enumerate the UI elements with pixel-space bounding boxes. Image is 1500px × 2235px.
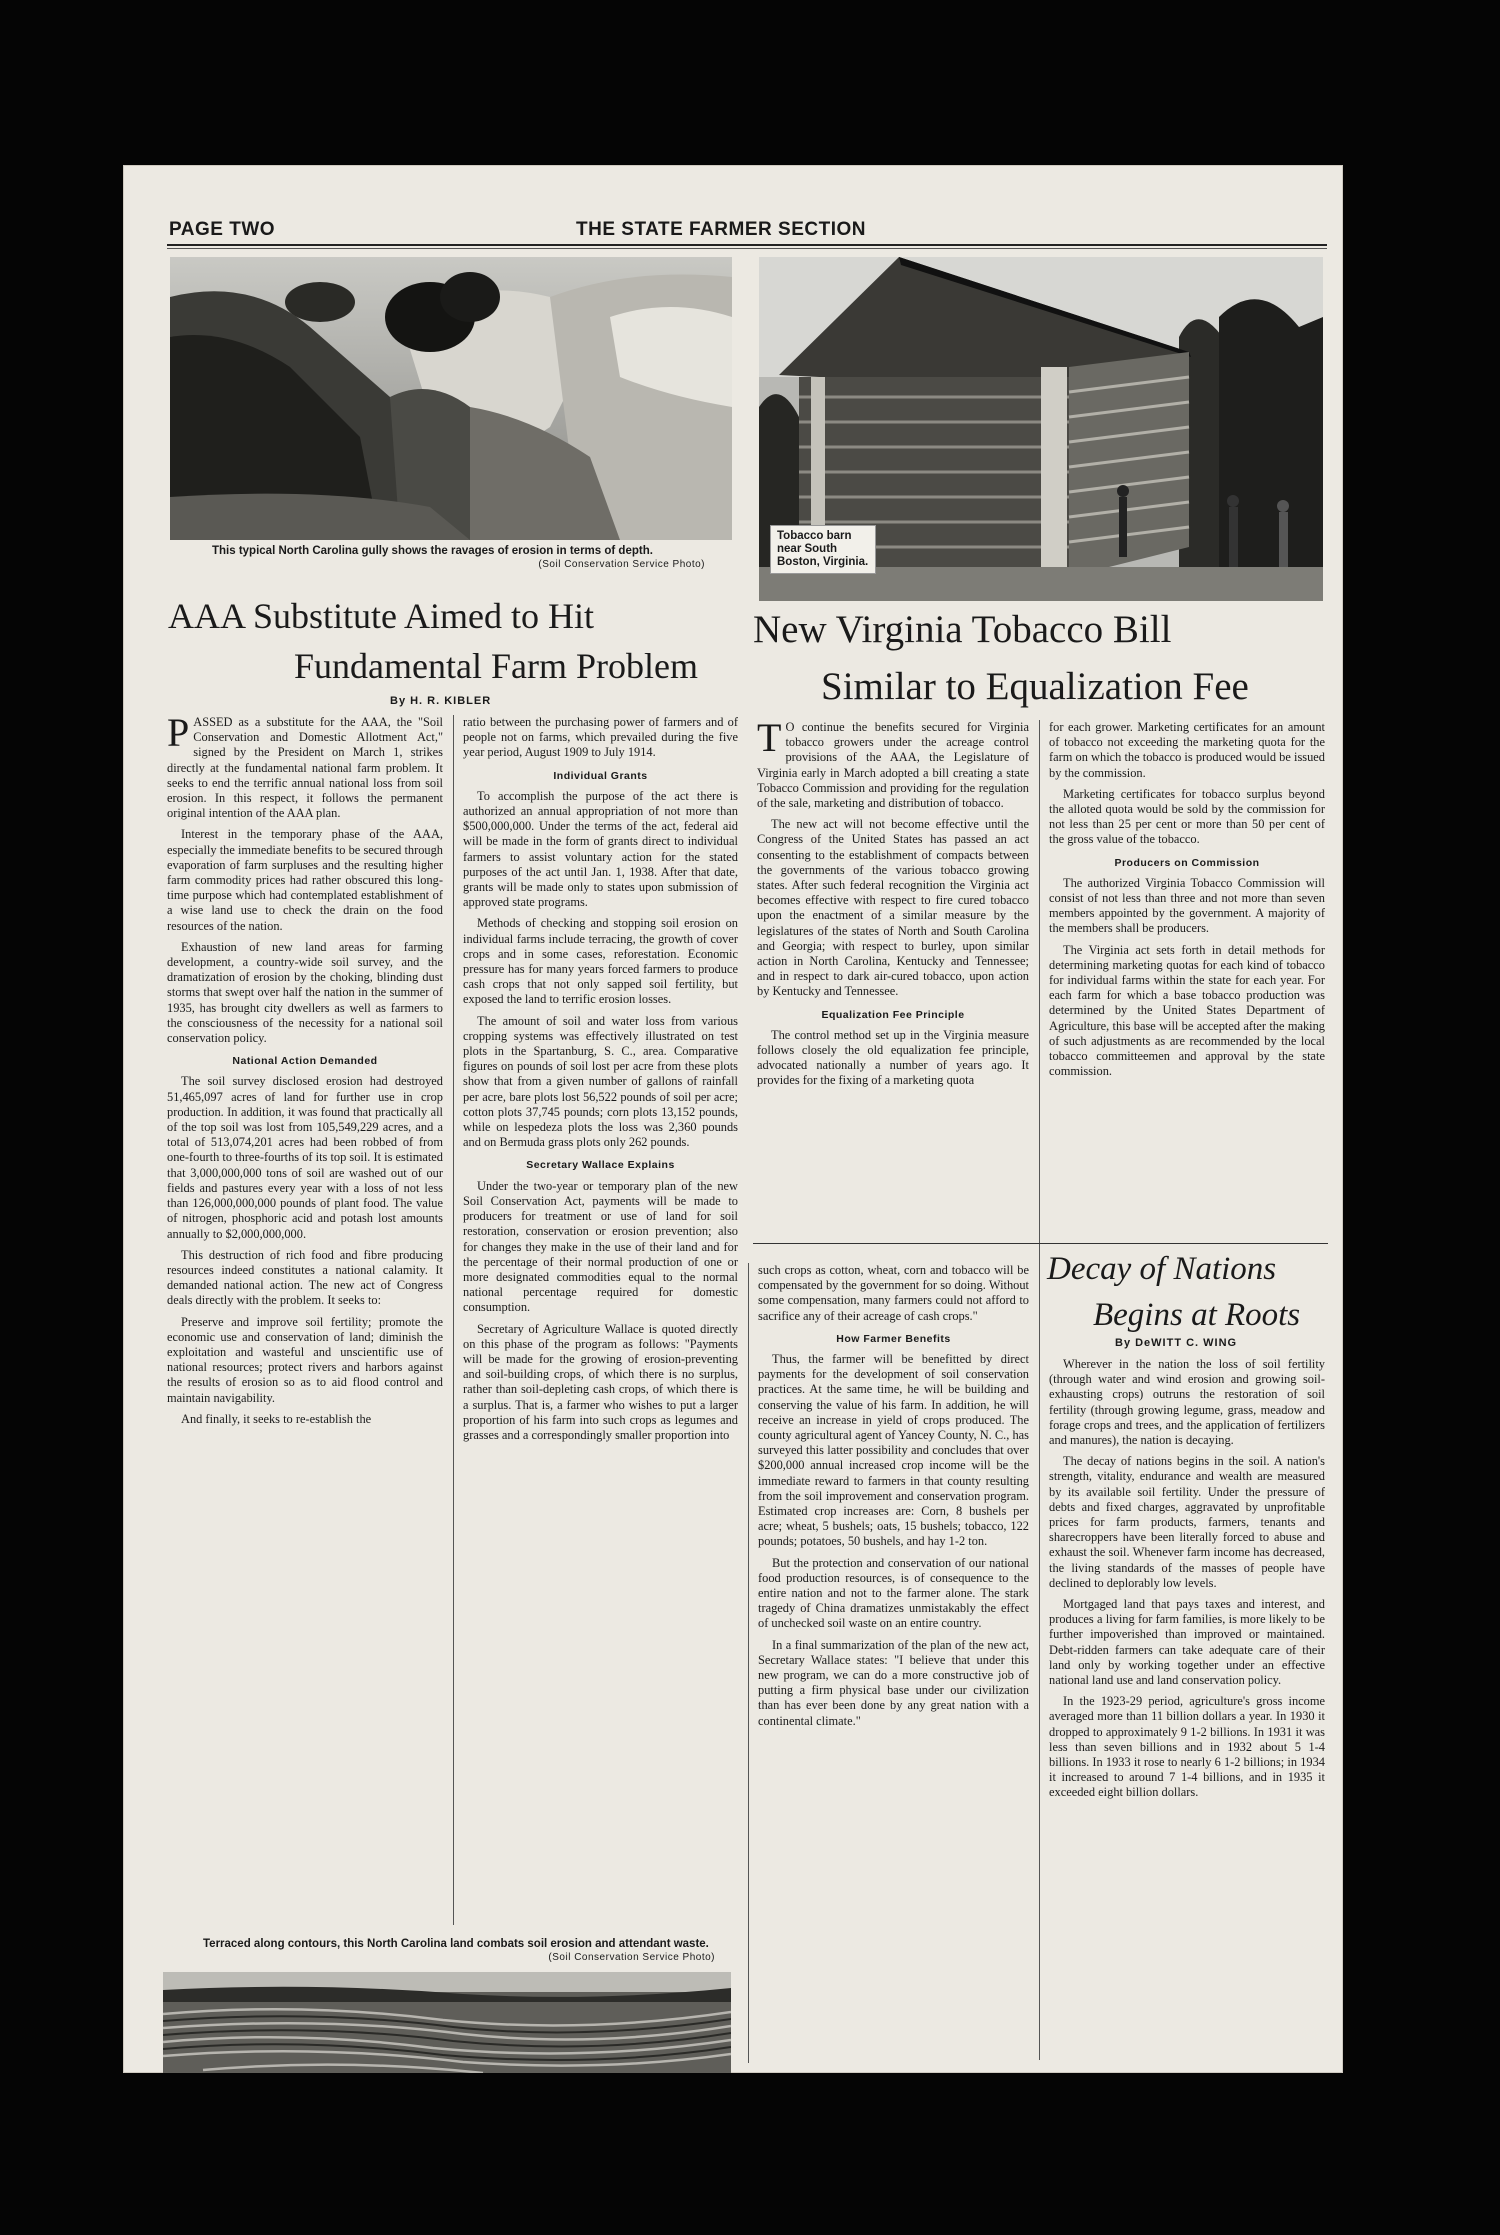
article2-paragraph: Marketing certificates for tobacco surplus beyond the alloted quota would be sold by the commission for not less than 25 per cent or more than 50 per cent of the gross value of the tobacco.	[1049, 786, 1325, 847]
article1-paragraph: Preserve and improve soil fertility; promote the economic use and conservation of land; diminish the exploitation and wasteful and unscientific use of national resources; protect rivers and harbors against the results of erosion so as to aid flood control and maintain navigability.	[167, 1314, 443, 1405]
article1-subhead: Secretary Wallace Explains	[526, 1159, 675, 1172]
terrace-photo	[163, 1972, 731, 2073]
terrace-caption-text: Terraced along contours, this North Carolina land combats soil erosion and attendant waste.	[203, 1938, 709, 1950]
article1-paragraph: Methods of checking and stopping soil erosion on individual farms include terracing, the growth of cover crops and in some cases, reforestation. Economic pressure has for many years forced farmers to produce cash crops that not only sapped soil fertility, but exposed the land to terrific erosion losses.	[463, 916, 738, 1007]
article2-paragraph: The control method set up in the Virginia measure follows closely the old equalization fee principle, advocated nationally a number of years ago. It provides for the fixing of a marketing quota	[757, 1027, 1029, 1088]
article3-headline-line2: Begins at Roots	[1093, 1297, 1301, 1333]
gully-caption	[170, 545, 735, 570]
barn-photo	[759, 257, 1323, 601]
article1-subhead: How Farmer Benefits	[836, 1332, 951, 1345]
barn-caption: Tobacco barn near South Boston, Virginia.	[770, 525, 876, 574]
article1-paragraph: Secretary of Agriculture Wallace is quoted directly on this phase of the program as follows: "Payments will be made for the growing of erosion-preventing and soil-building crops, of which there is no surplus, rather than soil-depleting cash crops, of which there is a surplus. That is, a farmer who wishes to put a larger proportion of his farm into such crops as legumes and grasses and a correspondingly smaller proportion into	[463, 1321, 738, 1442]
column-rule	[748, 1263, 749, 2063]
terrace-caption	[175, 1938, 735, 1963]
article1-paragraph: ASSED as a substitute for the AAA, the "Soil Conservation and Domestic Allotment Act," signed by the President on March 1, strikes directly at the fundamental national farm problem. It seeks to end the terrific annual national loss from soil erosion. In this respect, it follows the permanent original intention of the AAA plan.	[167, 715, 443, 821]
article1-paragraph: Exhaustion of new land areas for farming development, a country-wide soil survey, and the dramatization of erosion by the choking, blinding dust storms that swept over half the nation in the summer of 1935, has brought city dwellers as well as farmers to the consciousness of the necessity for a national soil conservation policy.	[167, 939, 443, 1046]
article2-paragraph: O continue the benefits secured for Virginia tobacco growers under the acreage control provisions of the AAA, the Legislature of Virginia early in March adopted a bill creating a state Tobacco Commission and providing for the regulation of the sale, marketing and distribution of tobacco.	[757, 720, 1029, 811]
article2-drop-cap: T	[757, 720, 782, 760]
article1-paragraph: And finally, it seeks to re-establish the	[181, 1411, 372, 1426]
article1-paragraph: This destruction of rich food and fibre producing resources indeed constitutes a national calamity. It demanded national action. The new act of Congress deals directly with the problem. It seeks to:	[167, 1247, 443, 1308]
terrace-credit: (Soil Conservation Service Photo)	[548, 1952, 715, 1963]
newspaper-page	[123, 165, 1343, 2073]
article1-paragraph: Interest in the temporary phase of the AAA, especially the immediate benefits to be secured through evaporation of farm surpluses and the resulting higher farm commodity prices had rather obscured this long-time purpose which had contemplated establishment of a wise land use to check the drain on the food resources of the nation.	[167, 827, 443, 933]
article2-column1	[757, 720, 1029, 1250]
gully-credit: (Soil Conservation Service Photo)	[538, 559, 705, 570]
article3-headline-line1: Decay of Nations	[1047, 1251, 1277, 1287]
article1-paragraph: Under the two-year or temporary plan of the new Soil Conservation Act, payments will be made to producers for treatment or use of land for soil restoration, conservation or erosion prevention; also for changes they make in the use of their land and for the percentage of their normal production of one or more designated commodities equal to the normal national percentage required for domestic consumption.	[463, 1178, 738, 1315]
article2-headline-line2: Similar to Equalization Fee	[821, 665, 1249, 708]
article3-paragraph: In the 1923-29 period, agriculture's gross income averaged more than 11 billion dollars a year. In 1930 it dropped to approximately 9 1-2 billions. In 1931 it was less than seven billions and in 1932 about 5 1-4 billions. In 1933 it rose to nearly 6 1-2 billions; in 1934 it increased to around 7 1-4 billions, and in 1935 it exceeded eight billion dollars.	[1049, 1694, 1325, 1800]
section-divider	[753, 1243, 1328, 1244]
article1-paragraph: The soil survey disclosed erosion had destroyed 51,465,097 acres of land for further use in crop production. In addition, it was found that practically all of the top soil was lost from 105,549,229 acres, and a total of 513,074,201 acres had been robbed of from one-fourth to three-fourths of its top soil. It is estimated that 3,000,000,000 tons of soil are washed out of our fields and pastures every year with a loss of not less than 126,000,000,000 pounds of plant food. The value of nitrogen, phosphoric acid and potash lost amounts annually to $2,000,000,000.	[167, 1074, 443, 1241]
article1-column1	[167, 715, 443, 1927]
article1-paragraph: In a final summarization of the plan of the new act, Secretary Wallace states: "I believe that under this new program, we can do a more constructive job of putting a firm physical base under our civilization than has ever been done by any great nation with a continental climate."	[758, 1637, 1029, 1728]
article2-subhead: Equalization Fee Principle	[821, 1008, 965, 1021]
article2-paragraph: The new act will not become effective until the Congress of the United States has passed an act consenting to the establishment of compacts between the governments of the various tobacco growing states. After such federal recognition the Virginia act becomes effective with respect to fire cured tobacco upon the enactment of a similar measure by the legislatures of the states of North and South Carolina and Georgia; with respect to burley, upon similar action in North Carolina, Kentucky and Tennessee; and in respect to dark air-cured tobacco, upon action by Kentucky and Tennessee.	[757, 817, 1029, 999]
article1-subhead: Individual Grants	[553, 769, 648, 782]
article3-paragraph: Wherever in the nation the loss of soil fertility (through water and wind erosion and growing soil-exhausting crops) outruns the restoration of soil fertility (through growing legume, grass, meadow and forage crops and trees, and the application of fertilizers and manures), the nation is decaying.	[1049, 1357, 1325, 1448]
article2-subhead: Producers on Commission	[1114, 856, 1260, 869]
article1-byline: By H. R. KIBLER	[390, 695, 492, 707]
article1-column2	[463, 715, 738, 1927]
section-title: THE STATE FARMER SECTION	[576, 219, 866, 240]
article2-paragraph: The authorized Virginia Tobacco Commission will consist of not less than three and not more than seven members appointed by the government. A majority of the members shall be producers.	[1049, 875, 1325, 936]
article1-headline-line1: AAA Substitute Aimed to Hit	[168, 596, 595, 636]
article1-paragraph: such crops as cotton, wheat, corn and tobacco will be compensated by the government for so doing. Without some compensation, many farmers could not afford to sacrifice any of their acreage of cash crops."	[758, 1263, 1029, 1323]
article3-column	[1049, 1357, 1325, 2067]
article1-subhead: National Action Demanded	[232, 1055, 378, 1068]
header-rule	[167, 244, 1327, 246]
article1-paragraph: The amount of soil and water loss from various cropping systems was effectively illustrated on test plots in the Spartanburg, S. C., area. Comparative figures on pounds of soil lost per acre from these plots show that from a given number of gallons of rainfall per acre, bare plots lost 56,522 pounds of soil per acre; cotton plots 37,745 pounds; corn plots 13,152 pounds, while on lespedeza plots the loss was 2,360 pounds and on Bermuda grass plots only 262 pounds.	[463, 1013, 738, 1150]
article3-paragraph: The decay of nations begins in the soil. A nation's strength, vitality, endurance and wealth are measured by its available soil fertility. Under the pressure of debts and fixed charges, aggravated by unprofitable prices for farm products, farmers, tenants and sharecroppers have been literally forced to abuse and exhaust the soil. Whenever farm income has decreased, the living standards of the masses of people have declined to deplorably low levels.	[1049, 1454, 1325, 1590]
article1-paragraph: To accomplish the purpose of the act there is authorized an annual appropriation of not more than $500,000,000. Under the terms of the act, federal aid will be made in the form of grants direct to individual farmers to assist voluntary action for the stated purposes of the act until Jan. 1, 1938. After that date, grants will be made only to states upon submission of approved state programs.	[463, 788, 738, 910]
article1-paragraph: ratio between the purchasing power of farmers and of people not on farms, which prevailed during the five year period, August 1909 to July 1914.	[463, 715, 738, 760]
article1-drop-cap: P	[167, 715, 190, 755]
article2-paragraph: for each grower. Marketing certificates for an amount of tobacco not exceeding the marketing quota for the farm on which the tobacco is produced would be issued by the commission.	[1049, 720, 1325, 780]
column-rule	[1039, 720, 1040, 2060]
header-rule-thin	[167, 248, 1327, 249]
article2-paragraph: The Virginia act sets forth in detail methods for determining marketing quotas for each kind of tobacco for individual farms within the state for each year. For each farm for which a base tobacco production was determined by the United States Department of Agriculture, this base will be accepted after the making of such adjustments as are recommended by the local tobacco committeemen and approval by the state commission.	[1049, 942, 1325, 1079]
article1-headline-line2: Fundamental Farm Problem	[294, 646, 698, 686]
page-number: PAGE TWO	[169, 219, 276, 240]
article1-column3	[758, 1263, 1029, 2063]
article1-paragraph: But the protection and conservation of our national food production resources, is of consequence to the entire nation and not to the farmer alone. The stark tragedy of China dramatizes unmistakably the effect of unchecked soil waste on an entire country.	[758, 1555, 1029, 1631]
gully-photo	[170, 257, 732, 540]
article1-paragraph: Thus, the farmer will be benefitted by direct payments for the development of soil conservation practices. At the same time, he will be building and conserving the value of his farm. In addition, he will receive an increase in yield of crops produced. The county agricultural agent of Yancey County, N. C., has surveyed this latter possibility and concludes that over $200,000 annual increased crop income will be the immediate reward to farmers in that county resulting from the soil improvement and conservation program. Estimated crop increases are: Corn, 8 bushels per acre; wheat, 5 bushels; oats, 15 bushels; tobacco, 122 pounds; potatoes, 50 bushels, and hay 1-2 ton.	[758, 1352, 1029, 1549]
gully-photo-image	[170, 257, 732, 540]
article3-paragraph: Mortgaged land that pays taxes and interest, and produces a living for farm families, is more likely to be further impoverished than improved or maintained. Debt-ridden farmers can take adequate care of their land only by working together under an effective national land use and land conservation policy.	[1049, 1597, 1325, 1688]
article3-byline: By DeWITT C. WING	[1115, 1337, 1238, 1349]
terrace-photo-image	[163, 1972, 731, 2073]
article2-headline-line1: New Virginia Tobacco Bill	[753, 608, 1172, 651]
gully-caption-text: This typical North Carolina gully shows the ravages of erosion in terms of depth.	[212, 545, 653, 557]
article2-column2	[1049, 720, 1325, 1225]
column-rule	[453, 715, 454, 1925]
